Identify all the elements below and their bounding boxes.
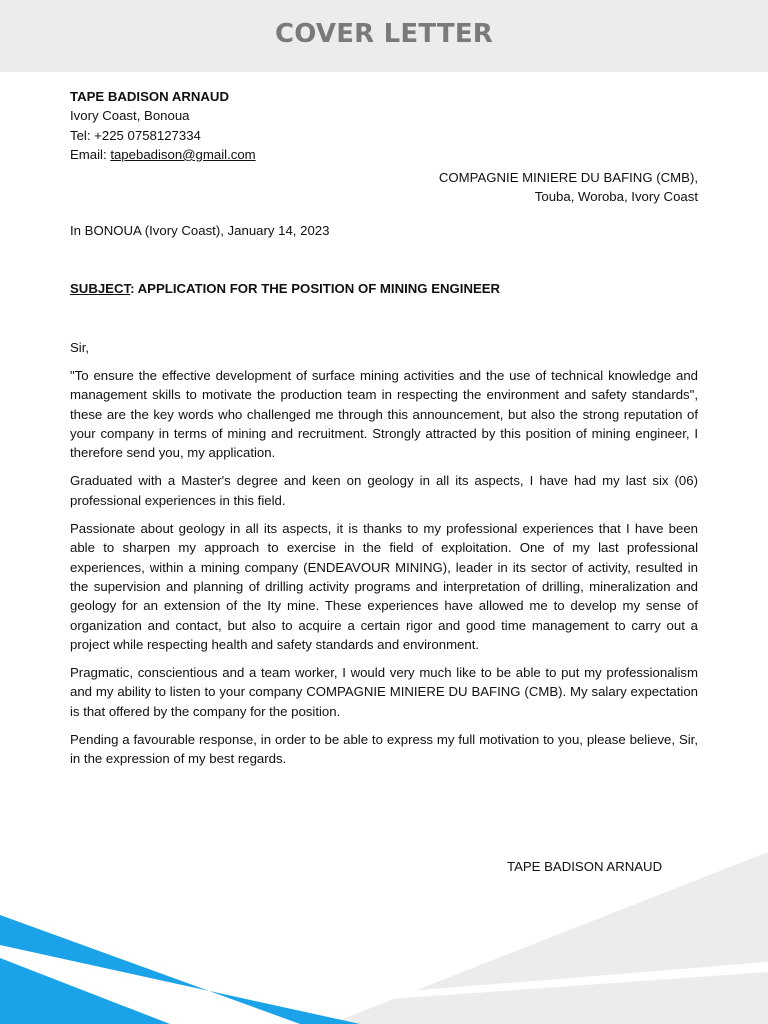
recipient-address: Touba, Woroba, Ivory Coast <box>534 189 698 205</box>
paragraph: Passionate about geology in all its aspects, it is thanks to my professional experiences that I have been able to sharpen my approach to exercise in the field of exploitation. One of my last professional experiences, within a mining company (ENDEAVOUR MINING), leader in its sector of activity, resulted in the supervision and planning of drilling activity programs and interpretation of drilling, mineralization and geology for an extension of the Ity mine. These experiences have allowed me to develop my sense of organization and contact, but also to acquire a certain rigor and good time management to carry out a project while respecting health and safety standards and environment. <box>70 521 698 652</box>
subject-line <box>70 279 698 298</box>
sender-name: TAPE BADISON ARNAUD <box>70 89 229 104</box>
email-link[interactable]: tapebadison@gmail.com <box>110 146 256 162</box>
sender-phone: Tel: +225 0758127334 <box>70 127 201 143</box>
sender-block <box>70 87 470 164</box>
sender-location: Ivory Coast, Bonoua <box>70 108 190 124</box>
sender-email-line <box>70 145 470 164</box>
paragraph: Pragmatic, conscientious and a team worker, I would very much like to be able to put my professionalism and my ability to listen to your company COMPAGNIE MINIERE DU BAFING (CMB). My salary expectation is that offered by the company for the position. <box>70 665 698 719</box>
subject-label: SUBJECT <box>70 281 131 296</box>
subject-text: : APPLICATION FOR THE POSITION OF MINING ENGINEER <box>130 281 501 296</box>
letter-body <box>70 366 698 778</box>
recipient-block <box>298 168 698 207</box>
signature: TAPE BADISON ARNAUD <box>507 859 663 874</box>
paragraph: "To ensure the effective development of surface mining activities and the use of technical knowledge and management skills to motivate the production team in respecting the environment and safety standards", these are the key words who challenged me through this announcement, but also the strong reputation of your company in terms of mining and recruitment. Strongly attracted by this position of mining engineer, I therefore send you, my application. <box>70 368 698 461</box>
recipient-company: COMPAGNIE MINIERE DU BAFING (CMB), <box>438 170 698 185</box>
email-label: Email: <box>70 146 111 162</box>
date-line: In BONOUA (Ivory Coast), January 14, 2023 <box>70 223 330 238</box>
salutation: Sir, <box>70 340 90 355</box>
page-title: COVER LETTER <box>274 19 494 49</box>
paragraph: Graduated with a Master's degree and keen on geology in all its aspects, I have had my last six (06) professional experiences in this field. <box>70 473 698 508</box>
paragraph: Pending a favourable response, in order to be able to express my full motivation to you, please believe, Sir, in the expression of my best regards. <box>70 732 698 767</box>
